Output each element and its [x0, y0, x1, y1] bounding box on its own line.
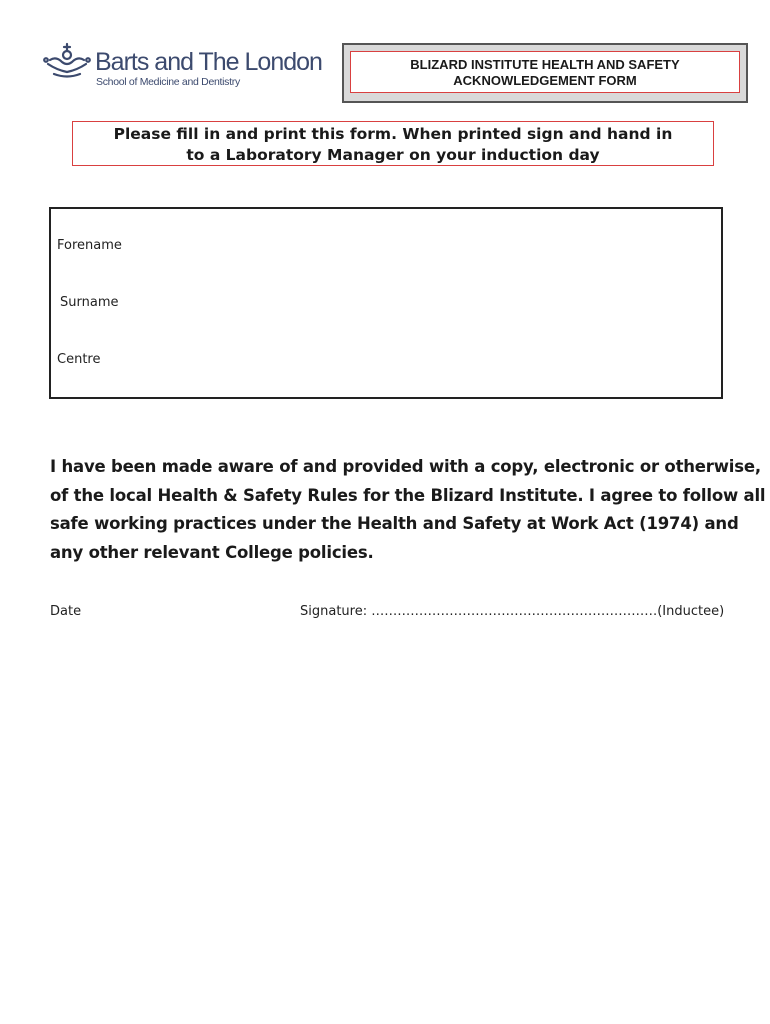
statement-line-1: I have been made aware of and provided with a copy, electronic or otherwise,	[50, 457, 761, 476]
statement-line-4: any other relevant College policies.	[50, 542, 374, 562]
crown-crest-icon	[42, 42, 92, 80]
statement-line-3: safe working practices under the Health and Safety at Work Act (1974) and	[50, 514, 739, 533]
instruction-line-1: Please fill in and print this form. When printed sign and hand in	[113, 125, 673, 143]
forename-label: Forename	[57, 238, 122, 253]
instruction-line-2: to a Laboratory Manager on your induction day	[186, 146, 600, 164]
acknowledgement-statement	[50, 453, 766, 567]
signature-label: Signature: …………………………………………………………(Inductee)	[300, 604, 725, 619]
surname-label: Surname	[60, 295, 119, 310]
form-title	[350, 51, 740, 93]
form-title-line-1: BLIZARD INSTITUTE HEALTH AND SAFETY	[410, 57, 680, 72]
statement-line-2: of the local Health & Safety Rules for the Blizard Institute. I agree to follow all	[50, 485, 766, 505]
date-label: Date	[50, 604, 82, 619]
personal-details-box	[49, 207, 723, 399]
centre-label: Centre	[57, 352, 101, 367]
logo-subtitle: School of Medicine and Dentistry	[96, 76, 240, 88]
institution-logo	[42, 42, 332, 92]
form-title-line-2: ACKNOWLEDGEMENT FORM	[453, 73, 637, 88]
instruction-box	[72, 121, 714, 166]
form-title-box	[342, 43, 748, 103]
logo-name: Barts and The London	[95, 48, 322, 76]
